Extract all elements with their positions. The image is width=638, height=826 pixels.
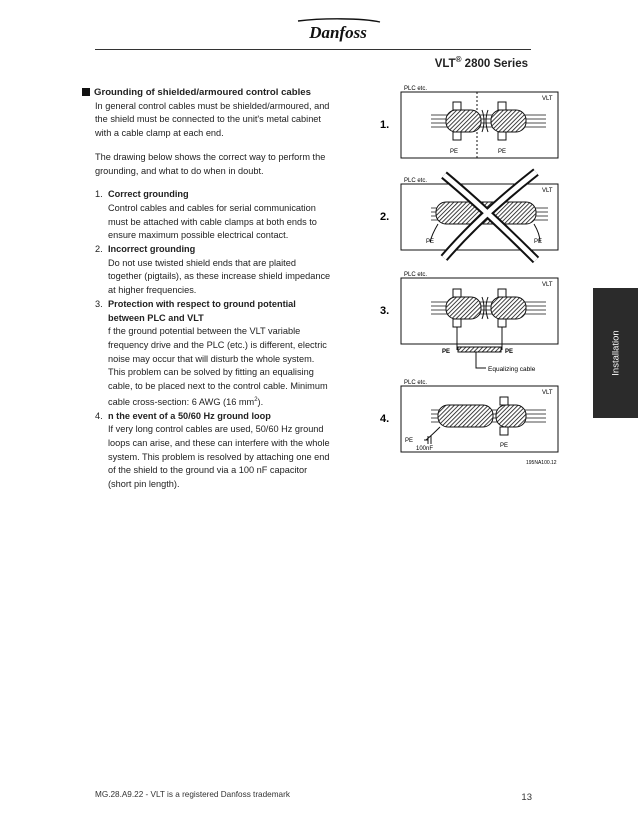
svg-text:PLC etc.: PLC etc. bbox=[404, 272, 428, 278]
intro-paragraph: In general control cables must be shielded/armoured, and the shield must be connected to the unit's metal cabinet with a cable clamp at each end. bbox=[95, 100, 330, 139]
svg-text:1.: 1. bbox=[380, 119, 390, 131]
svg-text:PE: PE bbox=[534, 239, 543, 245]
list-item: 1. Correct grounding Control cables and cables for serial communication must be attached with cable clamps at both ends to ensure maximum possible electrical contact. bbox=[95, 189, 317, 241]
grounding-section bbox=[82, 86, 332, 492]
diagram-correct-grounding bbox=[380, 86, 558, 158]
footer-text: MG.28.A9.22 - VLT is a registered Danfoss trademark bbox=[95, 790, 290, 799]
grounding-diagram bbox=[376, 80, 566, 470]
svg-text:Equalizing cable: Equalizing cable bbox=[488, 366, 536, 373]
svg-text:VLT: VLT bbox=[542, 282, 553, 288]
svg-text:VLT: VLT bbox=[542, 390, 553, 396]
diagram-incorrect-grounding bbox=[380, 172, 558, 260]
svg-text:VLT: VLT bbox=[542, 96, 553, 102]
logo-wordmark: Danfoss bbox=[309, 23, 367, 42]
section-tab: Installation bbox=[593, 288, 638, 418]
square-bullet-icon bbox=[82, 88, 90, 96]
grounding-list bbox=[82, 188, 332, 492]
svg-text:2.: 2. bbox=[380, 211, 390, 223]
svg-text:PE: PE bbox=[498, 149, 507, 155]
svg-text:PE: PE bbox=[442, 349, 451, 355]
series-title: VLT® 2800 Series bbox=[434, 55, 528, 70]
diagram-equalizing-cable bbox=[380, 272, 558, 373]
section-heading: Grounding of shielded/armoured control cables bbox=[82, 86, 332, 100]
header-rule bbox=[95, 49, 531, 50]
svg-text:4.: 4. bbox=[380, 413, 390, 425]
list-item: 4. n the event of a 50/60 Hz ground loop If very long control cables are used, 50/60 Hz ground loops can arise, and these can interfere with the whole system. This problem is resolved by attaching one end of the shield to the ground via a 100 nF capacitor (short pin length). bbox=[95, 410, 330, 490]
svg-text:PE: PE bbox=[450, 149, 459, 155]
page-number: 13 bbox=[521, 792, 532, 803]
svg-text:PLC etc.: PLC etc. bbox=[404, 178, 428, 184]
list-item: 3. Protection with respect to ground potential between PLC and VLT f the ground potential between the VLT variable frequency drive and the PLC (etc.) is different, electric noise may occur that will disturb the whole system. This problem can be solved by fitting an equalising cable, to be placed next to the control cable. Minimum cable cross-section: 6 AWG (16 $mm^2$). bbox=[95, 298, 328, 407]
list-item: 2. Incorrect grounding Do not use twisted shield ends that are plaited together (pigtails), as these increase shield impedance at higher frequencies. bbox=[95, 244, 331, 296]
svg-text:PLC etc.: PLC etc. bbox=[404, 380, 428, 386]
svg-text:PLC etc.: PLC etc. bbox=[404, 86, 428, 92]
drawing-note: The drawing below shows the correct way to perform the grounding, and what to do when in doubt. bbox=[95, 151, 326, 176]
svg-text:100nF: 100nF bbox=[416, 446, 434, 452]
diagram-capacitor-grounding bbox=[380, 380, 558, 466]
danfoss-logo bbox=[292, 16, 384, 46]
svg-text:PE: PE bbox=[505, 349, 514, 355]
svg-text:PE: PE bbox=[500, 443, 509, 449]
svg-text:PE: PE bbox=[405, 438, 414, 444]
svg-text:PE: PE bbox=[426, 239, 435, 245]
svg-text:3.: 3. bbox=[380, 305, 390, 317]
svg-text:195NA100.12: 195NA100.12 bbox=[526, 460, 557, 466]
svg-text:VLT: VLT bbox=[542, 188, 553, 194]
